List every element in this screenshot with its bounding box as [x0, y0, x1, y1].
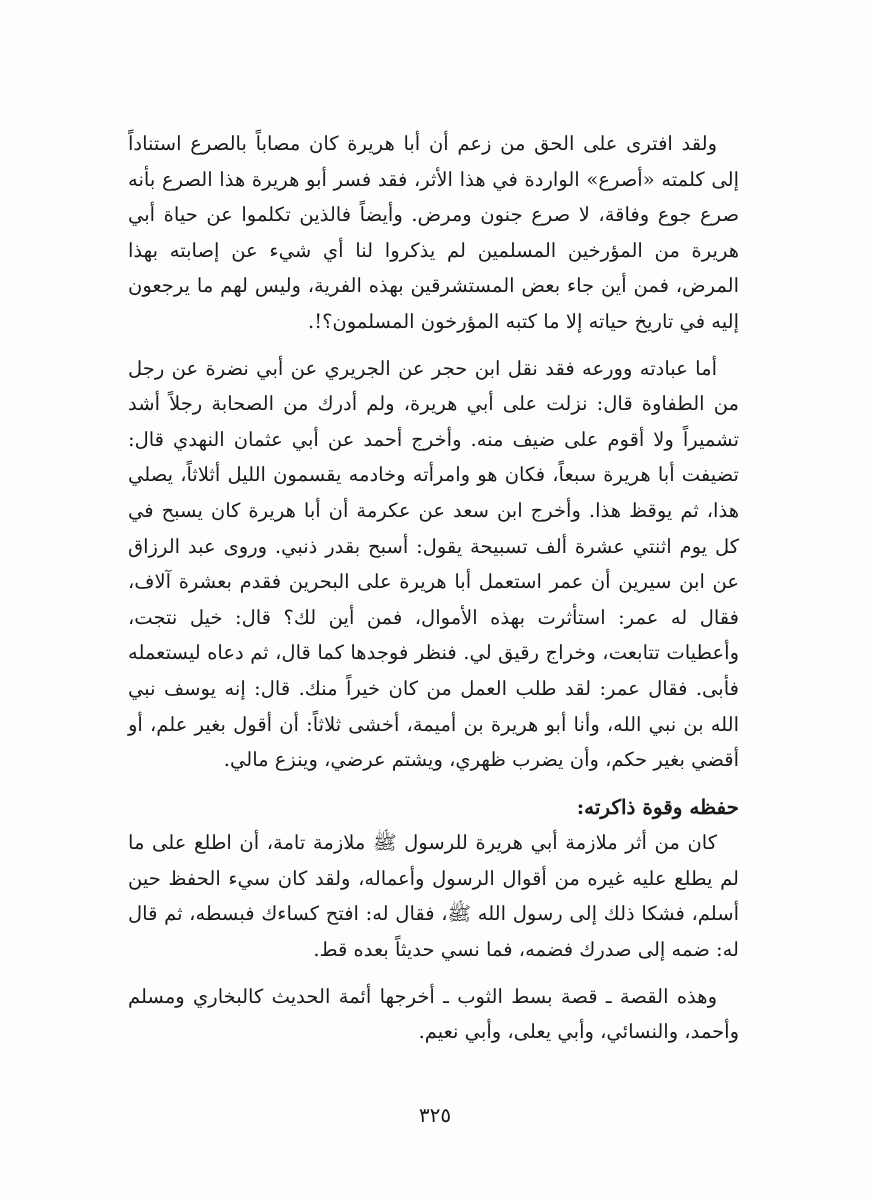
- paragraph-epilepsy-claim: ولقد افترى على الحق من زعم أن أبا هريرة كان مصاباً بالصرع استناداً إلى كلمته «أصرع» الواردة في هذا الأثر، فقد فسر أبو هريرة هذا الصرع بأنه صرع جوع وفاقة، لا صرع جنون ومرض. وأيضاً فالذين تكلموا عن حياة أبي هريرة من المؤرخين المسلمين لم يذكروا لنا أي شيء عن إصابته بهذا المرض، فمن أين جاء بعض المستشرقين بهذه الفرية، وليس لهم ما يرجعون إليه في تاريخ حياته إلا ما كتبه المؤرخون المسلمون؟!.: [128, 132, 739, 333]
- section-heading-memory: حفظه وقوة ذاكرته:: [576, 794, 739, 819]
- paragraph-memory-story: كان من أثر ملازمة أبي هريرة للرسول ﷺ ملازمة تامة، أن اطلع على ما لم يطلع عليه غيره من أقوال الرسول وأعماله، ولقد كان سيء الحفظ حين أسلم، فشكا ذلك إلى رسول الله ﷺ، فقال له: افتح كساءك فبسطه، ثم قال له: ضمه إلى صدرك فضمه، فما نسي حديثاً بعده قط.: [128, 831, 739, 962]
- body-text: [128, 126, 739, 1050]
- paragraph-hadith-sources: وهذه القصة ـ قصة بسط الثوب ـ أخرجها أئمة الحديث كالبخاري ومسلم وأحمد، والنسائي، وأبي يعلى، وأبي نعيم.: [128, 984, 739, 1044]
- paragraph-worship-piety: أما عبادته وورعه فقد نقل ابن حجر عن الجريري عن أبي نضرة عن رجل من الطفاوة قال: نزلت على أبي هريرة، ولم أدرك من الصحابة رجلاً أشد تشميراً ولا أقوم على ضيف منه. وأخرج أحمد عن أبي عثمان النهدي قال: تضيفت أبا هريرة سبعاً، فكان هو وامرأته وخادمه يقسمون الليل أثلاثاً، يصلي هذا، ثم يوقظ هذا. وأخرج ابن سعد عن عكرمة أن أبا هريرة كان يسبح في كل يوم اثنتي عشرة ألف تسبيحة يقول: أسبح بقدر ذنبي. وروى عبد الرزاق عن ابن سيرين أن عمر استعمل أبا هريرة على البحرين فقدم بعشرة آلاف، فقال له عمر: استأثرت بهذه الأموال، فمن أين لك؟ قال: خيل نتجت، وأعطيات تتابعت، وخراج رقيق لي. فنظر فوجدها كما قال، ثم دعاه ليستعمله فأبى. فقال عمر: لقد طلب العمل من كان خيراً منك. قال: إنه يوسف نبي الله بن نبي الله، وأنا أبو هريرة بن أميمة، أخشى ثلاثاً: أن أقول بغير علم، أو أقضي بغير حكم، وأن يضرب ظهري، ويشتم عرضي، وينزع مالي.: [128, 356, 739, 772]
- page-number: ٣٢٥: [418, 1103, 452, 1127]
